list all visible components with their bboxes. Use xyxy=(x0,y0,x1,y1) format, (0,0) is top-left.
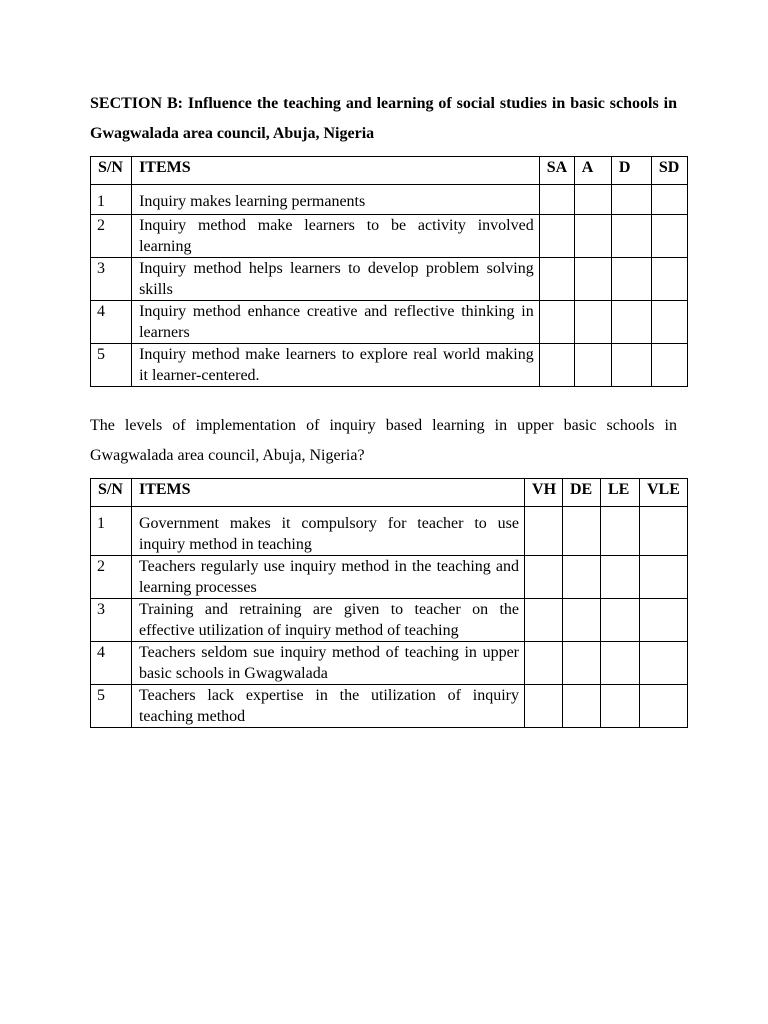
table-row xyxy=(91,344,688,387)
response-cell-le[interactable] xyxy=(600,599,639,642)
row-item: Inquiry method make learners to explore real world making it learner-centered. xyxy=(132,344,540,387)
response-cell-le[interactable] xyxy=(600,556,639,599)
response-cell-a[interactable] xyxy=(574,215,611,258)
response-cell-a[interactable] xyxy=(574,344,611,387)
response-cell-d[interactable] xyxy=(611,185,651,215)
response-cell-de[interactable] xyxy=(563,685,601,728)
response-cell-a[interactable] xyxy=(574,185,611,215)
row-sn: 4 xyxy=(91,642,132,685)
response-cell-sa[interactable] xyxy=(539,215,574,258)
section-b-heading: SECTION B: Influence the teaching and learning of social studies in basic schools in Gwagwalada area council, Abuja, Nigeria xyxy=(90,95,677,142)
response-cell-de[interactable] xyxy=(563,599,601,642)
header-items: ITEMS xyxy=(132,157,540,185)
response-cell-sa[interactable] xyxy=(539,301,574,344)
response-cell-vle[interactable] xyxy=(639,556,687,599)
row-item: Teachers lack expertise in the utilization of inquiry teaching method xyxy=(131,685,524,728)
header-sn: S/N xyxy=(91,157,132,185)
response-cell-sa[interactable] xyxy=(539,344,574,387)
table-row xyxy=(91,642,688,685)
response-cell-vle[interactable] xyxy=(639,642,687,685)
section-c-table xyxy=(90,478,688,728)
header-a: A xyxy=(574,157,611,185)
row-sn: 3 xyxy=(91,258,132,301)
section-c-heading: The levels of implementation of inquiry based learning in upper basic schools in Gwagwalada area council, Abuja, Nigeria? xyxy=(90,417,677,464)
table-row xyxy=(91,507,688,556)
response-cell-sd[interactable] xyxy=(651,301,687,344)
response-cell-sd[interactable] xyxy=(651,344,687,387)
row-sn: 5 xyxy=(91,685,132,728)
row-sn: 5 xyxy=(91,344,132,387)
response-cell-d[interactable] xyxy=(611,344,651,387)
row-sn: 2 xyxy=(91,215,132,258)
response-cell-sd[interactable] xyxy=(651,215,687,258)
row-item: Training and retraining are given to teacher on the effective utilization of inquiry method of teaching xyxy=(131,599,524,642)
header-vle: VLE xyxy=(639,479,687,507)
response-cell-vh[interactable] xyxy=(525,507,563,556)
response-cell-vh[interactable] xyxy=(525,599,563,642)
table-header-row xyxy=(91,479,688,507)
row-sn: 1 xyxy=(91,185,132,215)
row-sn: 4 xyxy=(91,301,132,344)
table-row xyxy=(91,215,688,258)
response-cell-sa[interactable] xyxy=(539,185,574,215)
response-cell-de[interactable] xyxy=(563,556,601,599)
row-item: Inquiry method helps learners to develop problem solving skills xyxy=(132,258,540,301)
row-item: Inquiry method enhance creative and reflective thinking in learners xyxy=(132,301,540,344)
response-cell-d[interactable] xyxy=(611,215,651,258)
response-cell-vh[interactable] xyxy=(525,685,563,728)
row-sn: 2 xyxy=(91,556,132,599)
table-row xyxy=(91,599,688,642)
header-sd: SD xyxy=(651,157,687,185)
row-sn: 1 xyxy=(91,507,132,556)
table-row xyxy=(91,685,688,728)
header-sa: SA xyxy=(539,157,574,185)
table-row xyxy=(91,301,688,344)
section-b-table xyxy=(90,156,688,387)
response-cell-d[interactable] xyxy=(611,258,651,301)
header-items: ITEMS xyxy=(131,479,524,507)
response-cell-vle[interactable] xyxy=(639,685,687,728)
response-cell-a[interactable] xyxy=(574,301,611,344)
header-le: LE xyxy=(600,479,639,507)
table-header-row xyxy=(91,157,688,185)
response-cell-vh[interactable] xyxy=(525,556,563,599)
row-item: Teachers regularly use inquiry method in the teaching and learning processes xyxy=(131,556,524,599)
response-cell-le[interactable] xyxy=(600,642,639,685)
row-item: Teachers seldom sue inquiry method of teaching in upper basic schools in Gwagwalada xyxy=(131,642,524,685)
response-cell-le[interactable] xyxy=(600,507,639,556)
response-cell-de[interactable] xyxy=(563,507,601,556)
row-item: Inquiry makes learning permanents xyxy=(132,185,540,215)
response-cell-vle[interactable] xyxy=(639,599,687,642)
response-cell-a[interactable] xyxy=(574,258,611,301)
table-row xyxy=(91,556,688,599)
header-d: D xyxy=(611,157,651,185)
header-sn: S/N xyxy=(91,479,132,507)
header-vh: VH xyxy=(525,479,563,507)
row-item: Government makes it compulsory for teacher to use inquiry method in teaching xyxy=(131,507,524,556)
response-cell-le[interactable] xyxy=(600,685,639,728)
row-item: Inquiry method make learners to be activity involved learning xyxy=(132,215,540,258)
table-row xyxy=(91,258,688,301)
response-cell-vle[interactable] xyxy=(639,507,687,556)
response-cell-sd[interactable] xyxy=(651,185,687,215)
row-sn: 3 xyxy=(91,599,132,642)
response-cell-vh[interactable] xyxy=(525,642,563,685)
header-de: DE xyxy=(563,479,601,507)
response-cell-de[interactable] xyxy=(563,642,601,685)
table-row xyxy=(91,185,688,215)
response-cell-d[interactable] xyxy=(611,301,651,344)
response-cell-sd[interactable] xyxy=(651,258,687,301)
response-cell-sa[interactable] xyxy=(539,258,574,301)
